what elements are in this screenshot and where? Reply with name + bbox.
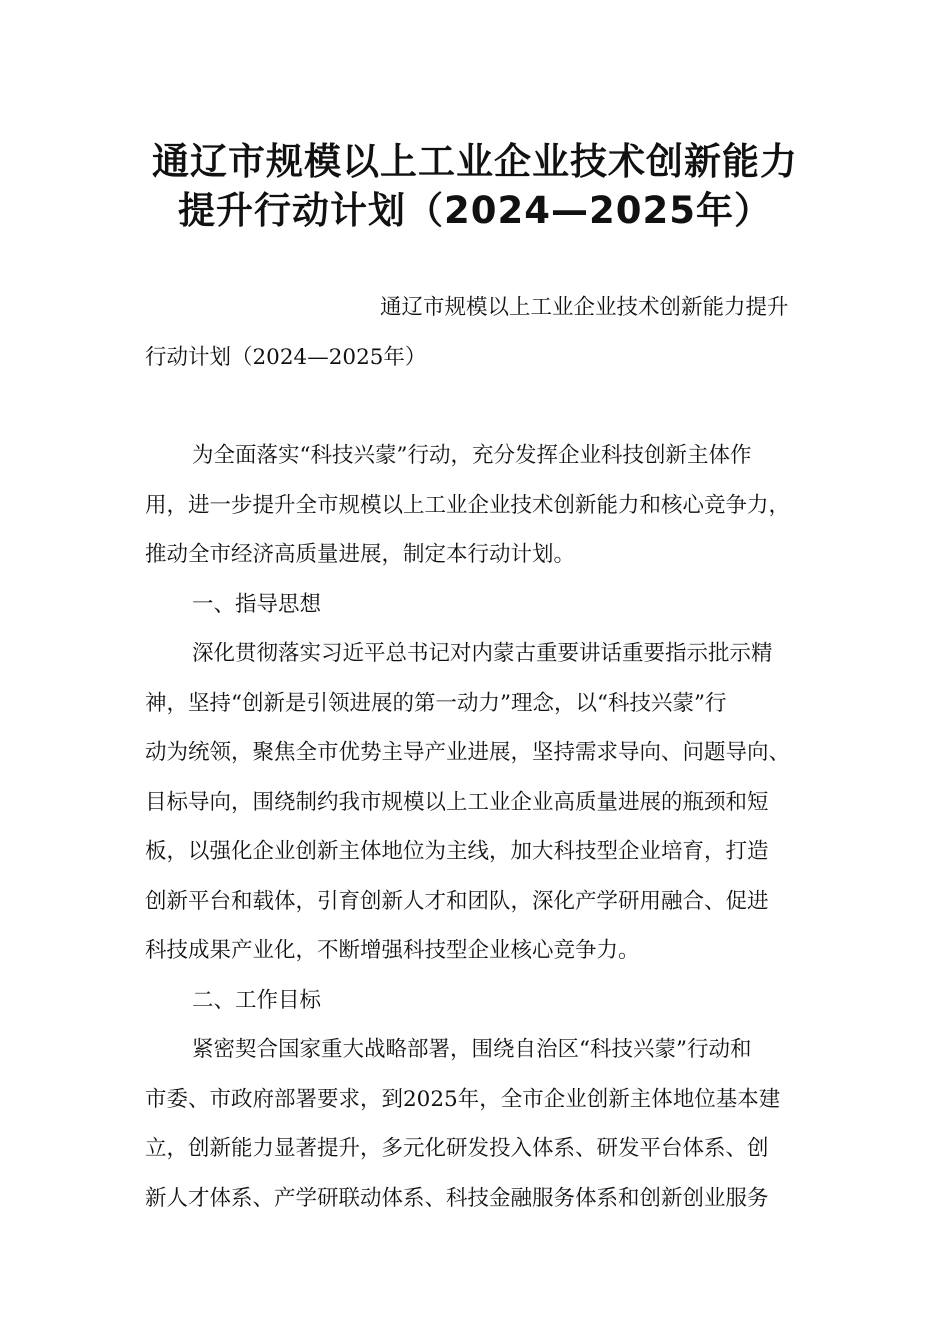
subtitle-line-2: 行动计划（2024—2025年）: [145, 345, 427, 370]
section-heading-guiding-ideology: 一、指导思想: [192, 592, 322, 617]
document-title-line-1: 通辽市规模以上工业企业技术创新能力: [152, 140, 798, 183]
section-heading-work-goals: 二、工作目标: [192, 988, 322, 1013]
intro-line: 推动全市经济高质量进展，制定本行动计划。: [145, 542, 576, 567]
section1-line: 创新平台和载体，引育创新人才和团队，深化产学研用融合、促进: [145, 889, 769, 914]
section1-line: 深化贯彻落实习近平总书记对内蒙古重要讲话重要指示批示精: [192, 641, 773, 666]
intro-line: 为全面落实“科技兴蒙”行动，充分发挥企业科技创新主体作: [192, 443, 752, 468]
section2-line: 立，创新能力显著提升，多元化研发投入体系、研发平台体系、创: [145, 1136, 769, 1161]
subtitle-line-1: 通辽市规模以上工业企业技术创新能力提升: [380, 295, 789, 320]
section1-line: 科技成果产业化，不断增强科技型企业核心竞争力。: [145, 938, 640, 963]
section1-line: 神，坚持“创新是引领进展的第一动力”理念，以“科技兴蒙”行: [145, 691, 727, 716]
section1-line: 动为统领，聚焦全市优势主导产业进展，坚持需求导向、问题导向、: [145, 740, 791, 765]
section2-line: 紧密契合国家重大战略部署，围绕自治区“科技兴蒙”行动和: [192, 1037, 752, 1062]
section1-line: 板，以强化企业创新主体地位为主线，加大科技型企业培育，打造: [145, 839, 769, 864]
document-title-line-2: 提升行动计划（2024—2025年）: [178, 189, 772, 232]
intro-line: 用，进一步提升全市规模以上工业企业技术创新能力和核心竞争力，: [145, 493, 791, 518]
section1-line: 目标导向，围绕制约我市规模以上工业企业高质量进展的瓶颈和短: [145, 790, 769, 815]
section2-line: 市委、市政府部署要求，到2025年，全市企业创新主体地位基本建: [145, 1087, 781, 1112]
section2-line: 新人才体系、产学研联动体系、科技金融服务体系和创新创业服务: [145, 1186, 769, 1211]
